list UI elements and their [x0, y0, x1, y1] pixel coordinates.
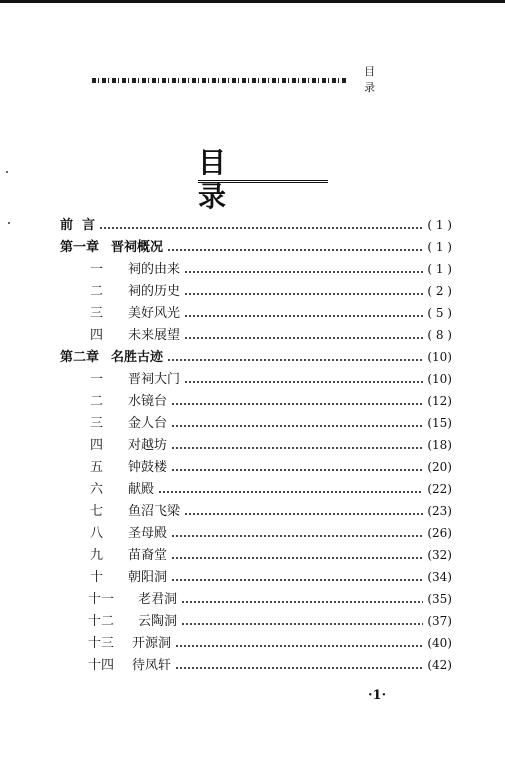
toc-entry-number: 十一 [88, 592, 115, 607]
toc-entry [60, 390, 452, 412]
toc-entry-number: 前 言 [60, 218, 96, 233]
toc-entry-title: 钟鼓楼 [128, 460, 168, 475]
toc-entry-number: 一 [90, 372, 104, 387]
toc-entry [60, 434, 452, 456]
toc-entry [60, 654, 452, 676]
toc-entry [60, 610, 452, 632]
toc-leader-dots [184, 512, 423, 516]
toc-entry-number: 五 [90, 460, 104, 475]
toc-entry-number: 八 [90, 526, 104, 541]
running-header-text: 目 录 [364, 65, 392, 94]
toc-entry-title: 朝阳洞 [128, 570, 168, 585]
toc-entry-page: (32) [427, 548, 452, 562]
toc-leader-dots [175, 644, 423, 648]
toc-entry-number: 二 [90, 284, 104, 299]
toc-entry-page: ( 2 ) [427, 284, 452, 298]
toc-entry-title: 未来展望 [128, 328, 181, 343]
toc-entry-title: 鱼沼飞梁 [128, 504, 181, 519]
toc-leader-dots [171, 402, 423, 406]
toc-entry-page: (42) [427, 658, 452, 672]
toc-entry-title: 祠的由来 [128, 262, 181, 277]
toc-entry-page: (15) [427, 416, 452, 430]
toc-entry-number: 六 [90, 482, 104, 497]
toc-leader-dots [167, 358, 423, 362]
toc-entry [60, 522, 452, 544]
toc-entry-title: 献殿 [128, 482, 155, 497]
toc-entry-title: 晋祠概况 [111, 240, 164, 255]
toc-entry [60, 258, 452, 280]
toc-entry-page: (12) [427, 394, 452, 408]
toc-leader-dots [184, 380, 423, 384]
toc-entry-page: ( 8 ) [427, 328, 452, 342]
toc-entry-title: 美好风光 [128, 306, 181, 321]
toc-entry [60, 478, 452, 500]
toc-entry [60, 236, 452, 258]
toc-leader-dots [181, 622, 423, 626]
toc-leader-dots [184, 314, 423, 318]
toc-entry-title: 圣母殿 [128, 526, 168, 541]
toc-entry-page: (35) [427, 592, 452, 606]
toc-entry-title: 名胜古迹 [111, 350, 164, 365]
toc-list [60, 214, 452, 676]
toc-leader-dots [171, 578, 423, 582]
scan-speck [8, 222, 10, 224]
toc-entry-number: 十四 [88, 658, 115, 673]
running-header [92, 65, 432, 94]
toc-entry-number: 一 [90, 262, 104, 277]
toc-entry [60, 456, 452, 478]
toc-entry [60, 566, 452, 588]
toc-leader-dots [99, 226, 423, 230]
toc-entry [60, 280, 452, 302]
toc-entry-number: 九 [90, 548, 104, 563]
toc-entry-number: 第二章 [60, 350, 100, 365]
toc-entry-title: 晋祠大门 [128, 372, 181, 387]
toc-entry [60, 544, 452, 566]
toc-entry-page: (34) [427, 570, 452, 584]
toc-leader-dots [184, 336, 423, 340]
toc-entry-number: 十二 [88, 614, 115, 629]
toc-entry [60, 324, 452, 346]
toc-leader-dots [171, 424, 423, 428]
toc-entry-title: 祠的历史 [128, 284, 181, 299]
page-title: 目 录 [198, 146, 328, 183]
scan-speck [6, 171, 8, 173]
toc-entry [60, 412, 452, 434]
toc-entry-page: ( 5 ) [427, 306, 452, 320]
toc-entry-page: (26) [427, 526, 452, 540]
toc-entry-title: 待凤轩 [132, 658, 172, 673]
toc-entry-title: 苗裔堂 [128, 548, 168, 563]
toc-entry [60, 632, 452, 654]
toc-entry [60, 214, 452, 236]
toc-entry-page: (22) [427, 482, 452, 496]
toc-entry [60, 346, 452, 368]
toc-entry-page: ( 1 ) [427, 262, 452, 276]
page-number: ·1· [368, 688, 387, 703]
toc-entry [60, 302, 452, 324]
toc-entry-title: 对越坊 [128, 438, 168, 453]
toc-entry [60, 368, 452, 390]
toc-entry-number: 三 [90, 306, 104, 321]
toc-entry-title: 老君洞 [138, 592, 178, 607]
toc-leader-dots [167, 248, 423, 252]
toc-entry-page: (18) [427, 438, 452, 452]
toc-entry-page: (40) [427, 636, 452, 650]
header-ornament [92, 78, 346, 83]
toc-entry-page: (37) [427, 614, 452, 628]
toc-leader-dots [184, 270, 423, 274]
toc-leader-dots [175, 666, 423, 670]
toc-entry-number: 三 [90, 416, 104, 431]
toc-leader-dots [181, 600, 423, 604]
toc-entry-number: 二 [90, 394, 104, 409]
toc-leader-dots [158, 490, 423, 494]
toc-entry-page: ( 1 ) [427, 218, 452, 232]
toc-entry-number: 十三 [88, 636, 115, 651]
toc-entry [60, 588, 452, 610]
toc-entry [60, 500, 452, 522]
toc-entry-number: 四 [90, 328, 104, 343]
toc-entry-number: 七 [90, 504, 104, 519]
toc-entry-title: 开源洞 [132, 636, 172, 651]
toc-entry-page: (10) [427, 372, 452, 386]
toc-entry-page: (23) [427, 504, 452, 518]
toc-entry-number: 第一章 [60, 240, 100, 255]
toc-entry-page: ( 1 ) [427, 240, 452, 254]
toc-entry-number: 十 [90, 570, 104, 585]
toc-leader-dots [184, 292, 423, 296]
toc-leader-dots [171, 534, 423, 538]
toc-leader-dots [171, 468, 423, 472]
top-rule [0, 0, 505, 3]
toc-entry-page: (10) [427, 350, 452, 364]
toc-leader-dots [171, 556, 423, 560]
toc-leader-dots [171, 446, 423, 450]
toc-entry-title: 水镜台 [128, 394, 168, 409]
toc-entry-page: (20) [427, 460, 452, 474]
toc-entry-number: 四 [90, 438, 104, 453]
toc-entry-title: 云陶洞 [138, 614, 178, 629]
toc-entry-title: 金人台 [128, 416, 168, 431]
